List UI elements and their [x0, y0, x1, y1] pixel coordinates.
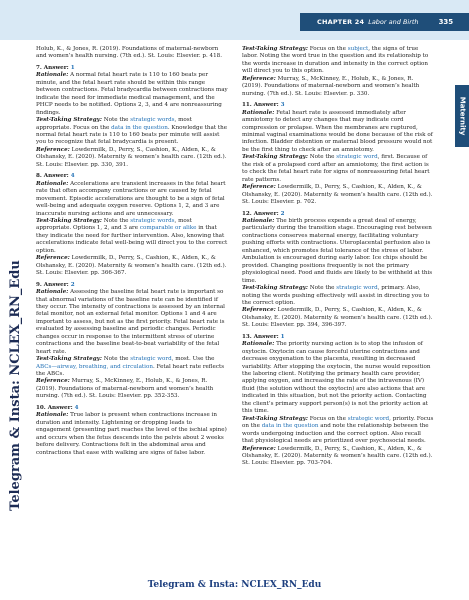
- answer-13: 13. Answer: 1: [242, 333, 285, 340]
- answer-7: 7. Answer: 1: [36, 64, 75, 71]
- rationale-12: Rationale: The birth process expends a great deal of energy, particularly during the transition stage. Encouraging rest between contractions conserves maternal energy, facilitating voluntary pushing efforts with contractions. Uteroplacental perfusion also is enhanced, which promotes fetal tolerance of the stress of labor. Ambulation is encouraged during early labor. Ice chips should be provided. Changing positions frequently is not the primary physiological need. Food and fluids are likely to be withheld at this time.: [242, 217, 433, 284]
- watermark-vertical-text: Telegram & Insta: NCLEX_RN_Edu: [7, 259, 23, 511]
- answer-12: 12. Answer: 2: [242, 210, 285, 217]
- rationale-10: Rationale: True labor is present when contractions increase in duration and intensity. Lightening or dropping leads to engagement (presenting part reaches the level of the ischial spine) and occurs when the fetus descends into the pelvis about 2 weeks before delivery. Contractions felt in the abdominal area and contractions that ease with walking are signs of false labor.: [36, 412, 227, 456]
- rationale-9: Rationale: Assessing the baseline fetal heart rate is important so that abnormal variations of the baseline rate can be identified if they occur. The intensity of contractions is assessed by an internal fetal monitor, not an external fetal monitor. Options 1 and 4 are important to assess, but not as the first priority. Fetal heart rate is evaluated by assessing baseline and periodic changes. Periodic changes occur in response to the intermittent stress of uterine contractions and the baseline beat-to-beat variability of the fetal heart rate.: [36, 289, 225, 355]
- answer-11: 11. Answer: 3: [242, 102, 285, 109]
- reference-13: Reference: Lowdermilk, D., Perry, S., Cashion, K., Alden, K., & Olshansky, E. (2020). Maternity & women’s health care. (12th ed.). St. Louis: Elsevier. pp. 703-704.: [242, 445, 433, 467]
- watermark-vertical: [5, 225, 25, 545]
- strategy-7: Test-Taking Strategy: Note the strategic words, most appropriate. Focus on the data in the question. Knowledge that the normal fetal heart rate is 110 to 160 beats per minute will assist you to recognize that fetal bradycardia is present.: [36, 117, 228, 146]
- strategy-11: Test-Taking Strategy: Note the strategic word, first. Because of the risk of a prolapsed cord after an amniotomy, the first action is to check the fetal heart rate for signs of nonreassuring fetal heart rate patterns.: [242, 154, 430, 183]
- chapter-header: [300, 13, 469, 31]
- chapter-number: CHAPTER 24: [317, 18, 365, 26]
- reference-8: Reference: Lowdermilk, D., Perry, S., Cashion, K., Alden, K., & Olshansky, E. (2020). Maternity & women’s health care. (12th ed.). St. Louis: Elsevier. pp. 366-367.: [36, 255, 227, 277]
- left-column: [36, 46, 228, 457]
- right-column: [242, 46, 434, 468]
- answer-8: 8. Answer: 4: [36, 173, 75, 180]
- answer-9: 9. Answer: 2: [36, 281, 75, 288]
- answer-10: 10. Answer: 4: [36, 404, 79, 411]
- reference-12: Reference: Lowdermilk, D., Perry, S., Cashion, K., Alden, K., & Olshansky, E. (2020). Maternity & women’s health care. (12th ed.). St. Louis: Elsevier. pp. 394, 396-397.: [242, 307, 433, 329]
- strategy-10: Test-Taking Strategy: Focus on the subject, the signs of true labor. Noting the word true in the question and its relationship to the words increase in duration and intensity in the correct option will direct you to this option.: [242, 46, 429, 75]
- reference-top: Holub, K., & Jones, R. (2019). Foundations of maternal-newborn and women’s health nursing. (7th ed.). St. Louis: Elsevier. p. 418.: [36, 46, 222, 60]
- watermark-bottom: Telegram & Insta: NCLEX_RN_Edu: [147, 580, 322, 590]
- section-tab-label: Maternity: [458, 96, 466, 136]
- strategy-9: Test-Taking Strategy: Note the strategic word, most. Use the ABCs—airway, breathing, and circulation. Fetal heart rate reflects the ABCs.: [36, 356, 225, 378]
- strategy-12: Test-Taking Strategy: Note the strategic word, primary. Also, noting the words pushing effectively will assist in directing you to the correct option.: [242, 285, 430, 306]
- reference-7: Reference: Lowdermilk, D., Perry, S., Cashion, K., Alden, K., & Olshansky, E. (2020). Maternity & women’s health care. (12th ed.). St. Louis: Elsevier. pp. 330, 391.: [36, 146, 227, 168]
- rationale-13: Rationale: The priority nursing action is to stop the infusion of oxytocin. Oxytocin can cause forceful uterine contractions and decrease oxygenation to the placenta, resulting in decreased variability. After stopping the oxytocin, the nurse would reposition the laboring client. Notifying the primary health care provider, applying oxygen, and increasing the rate of the intravenous (IV) fluid (the solution without the oxytocin) are also actions that are indicated in this situation, but not the priority action. Contacting the client’s primary support person(s) is not the priority action at this time.: [242, 341, 431, 415]
- strategy-8: Test-Taking Strategy: Note the strategic words, most appropriate. Options 1, 2, and 3 are comparable or alike in that they indicate the need for further intervention. Also, knowing that accelerations indicate fetal well-being will direct you to the correct option.: [36, 217, 228, 254]
- chapter-title: Labor and Birth: [368, 18, 419, 26]
- rationale-7: Rationale: A normal fetal heart rate is 110 to 160 beats per minute, and the fetal heart rate should be within this range between contractions. Fetal bradycardia between contractions may indicate the need for immediate medical management, and the PHCP needs to be notified. Options 2, 3, and 4 are nonreassuring findings.: [36, 72, 228, 116]
- reference-9: Reference: Murray, S., McKinney, E., Holub, K., & Jones, R. (2019). Foundations of maternal-newborn and women’s health nursing. (7th ed.). St. Louis: Elsevier. pp. 352-353.: [36, 378, 214, 400]
- rationale-8: Rationale: Accelerations are transient increases in the fetal heart rate that often accompany contractions or are caused by fetal movement. Episodic accelerations are thought to be a sign of fetal well-being and adequate oxygen reserve. Options 1, 2, and 3 are inaccurate nursing actions and are unnecessary.: [36, 180, 226, 217]
- strategy-13: Test-Taking Strategy: Focus on the strategic word, priority. Focus on the data in the question and note the relationship between the words undergoing induction and the correct option. Also recall that physiological needs are prioritized over psychosocial needs.: [242, 415, 434, 445]
- reference-10: Reference: Murray, S., McKinney, E., Holub, K., & Jones, R. (2019). Foundations of maternal-newborn and women’s health nursing. (7th ed.). St. Louis: Elsevier. p. 330.: [242, 75, 420, 97]
- rationale-11: Rationale: Fetal heart rate is assessed immediately after amniotomy to detect any changes that may indicate cord compression or prolapse. When the membranes are ruptured, minimal vaginal examinations would be done because of the risk of infection. Bladder distention or maternal blood pressure would not be the first thing to check after an amniotomy.: [242, 109, 433, 153]
- reference-11: Reference: Lowdermilk, D., Perry, S., Cashion, K., Alden, K., & Olshansky, E. (2020). Maternity & women’s health care. (12th ed.). St. Louis: Elsevier. p. 702.: [242, 184, 433, 206]
- page-number: 335: [438, 18, 454, 26]
- section-tab: [455, 85, 469, 147]
